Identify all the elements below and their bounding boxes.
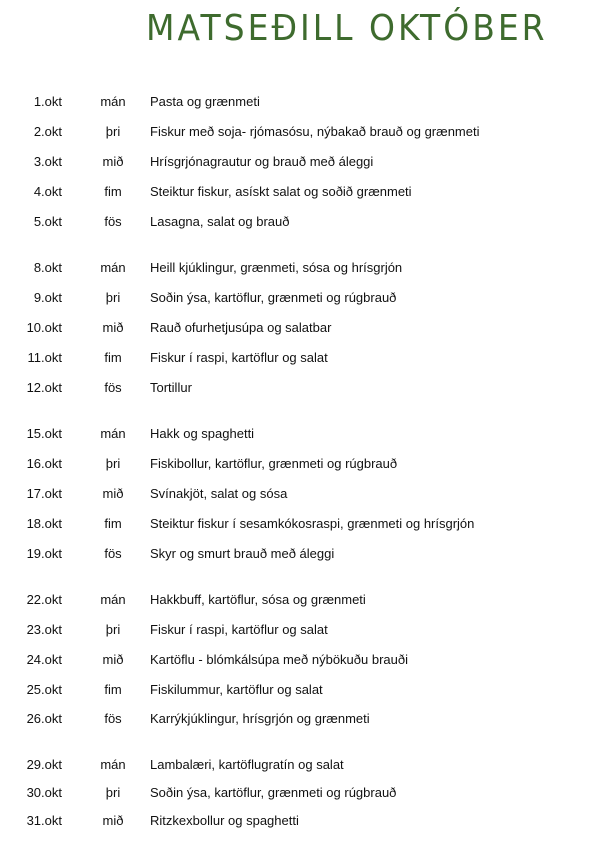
menu-dish: Steiktur fiskur, asískt salat og soðið grænmeti <box>150 184 412 199</box>
menu-day: fim <box>104 682 122 697</box>
menu-dish: Karrýkjúklingur, hrísgrjón og grænmeti <box>150 711 370 726</box>
page-title: MATSEÐILL OKTÓBER <box>146 6 548 49</box>
menu-day: þri <box>105 456 121 471</box>
menu-date: 22.okt <box>26 592 62 607</box>
menu-dish: Ritzkexbollur og spaghetti <box>150 813 299 828</box>
menu-date: 24.okt <box>26 652 62 667</box>
menu-dish: Tortillur <box>150 380 192 395</box>
menu-dish: Hrísgrjónagrautur og brauð með áleggi <box>150 154 374 169</box>
menu-row <box>0 318 593 338</box>
menu-dish: Skyr og smurt brauð með áleggi <box>150 546 335 561</box>
menu-row <box>0 620 593 640</box>
menu-day: mán <box>100 426 126 441</box>
menu-row <box>0 783 593 803</box>
menu-day: fös <box>104 214 122 229</box>
menu-date: 8.okt <box>33 260 62 275</box>
menu-row <box>0 514 593 534</box>
menu-row <box>0 92 593 112</box>
menu-row <box>0 258 593 278</box>
menu-row <box>0 709 593 729</box>
menu-row <box>0 288 593 308</box>
menu-dish: Soðin ýsa, kartöflur, grænmeti og rúgbrauð <box>150 785 397 800</box>
menu-date: 29.okt <box>26 757 62 772</box>
menu-row <box>0 348 593 368</box>
menu-day: fös <box>104 380 122 395</box>
menu-row <box>0 182 593 202</box>
menu-date: 25.okt <box>26 682 62 697</box>
menu-row <box>0 755 593 775</box>
menu-day: þri <box>105 622 121 637</box>
menu-day: mán <box>100 260 126 275</box>
menu-date: 18.okt <box>26 516 62 531</box>
menu-row <box>0 378 593 398</box>
menu-dish: Soðin ýsa, kartöflur, grænmeti og rúgbrauð <box>150 290 397 305</box>
menu-date: 17.okt <box>26 486 62 501</box>
menu-day: mið <box>102 652 124 667</box>
menu-row <box>0 212 593 232</box>
menu-date: 15.okt <box>26 426 62 441</box>
menu-day: mið <box>102 320 124 335</box>
menu-row <box>0 122 593 142</box>
menu-day: mán <box>100 94 126 109</box>
menu-date: 2.okt <box>33 124 62 139</box>
menu-date: 11.okt <box>27 350 62 365</box>
menu-row <box>0 590 593 610</box>
menu-row <box>0 454 593 474</box>
menu-date: 1.okt <box>33 94 62 109</box>
menu-dish: Lasagna, salat og brauð <box>150 214 290 229</box>
menu-day: fös <box>104 546 122 561</box>
menu-date: 10.okt <box>26 320 62 335</box>
menu-date: 12.okt <box>26 380 62 395</box>
menu-dish: Lambalæri, kartöflugratín og salat <box>150 757 344 772</box>
menu-day: fim <box>104 184 122 199</box>
menu-date: 5.okt <box>33 214 62 229</box>
menu-day: mán <box>100 592 126 607</box>
menu-row <box>0 544 593 564</box>
menu-dish: Hakkbuff, kartöflur, sósa og grænmeti <box>150 592 366 607</box>
menu-day: mán <box>100 757 126 772</box>
menu-dish: Fiskur með soja- rjómasósu, nýbakað brauð og grænmeti <box>150 124 480 139</box>
menu-date: 4.okt <box>33 184 62 199</box>
menu-date: 3.okt <box>33 154 62 169</box>
menu-day: þri <box>105 290 121 305</box>
menu-date: 26.okt <box>26 711 62 726</box>
menu-date: 30.okt <box>26 785 62 800</box>
menu-dish: Svínakjöt, salat og sósa <box>150 486 288 501</box>
menu-day: mið <box>102 154 124 169</box>
menu-row <box>0 152 593 172</box>
menu-row <box>0 680 593 700</box>
menu-date: 23.okt <box>26 622 62 637</box>
menu-day: fös <box>104 711 122 726</box>
menu-dish: Kartöflu - blómkálsúpa með nýbökuðu brauði <box>150 652 408 667</box>
menu-dish: Heill kjúklingur, grænmeti, sósa og hrísgrjón <box>150 260 403 275</box>
menu-dish: Fiskibollur, kartöflur, grænmeti og rúgbrauð <box>150 456 398 471</box>
menu-row <box>0 811 593 831</box>
menu-date: 31.okt <box>26 813 62 828</box>
menu-row <box>0 650 593 670</box>
menu-dish: Hakk og spaghetti <box>150 426 255 441</box>
menu-dish: Fiskur í raspi, kartöflur og salat <box>150 350 328 365</box>
menu-day: fim <box>104 350 122 365</box>
menu-dish: Rauð ofurhetjusúpa og salatbar <box>150 320 332 335</box>
menu-day: mið <box>102 813 124 828</box>
menu-day: þri <box>105 124 121 139</box>
menu-row <box>0 424 593 444</box>
menu-date: 19.okt <box>26 546 62 561</box>
menu-date: 16.okt <box>26 456 62 471</box>
menu-dish: Fiskur í raspi, kartöflur og salat <box>150 622 328 637</box>
menu-date: 9.okt <box>33 290 62 305</box>
menu-day: mið <box>102 486 124 501</box>
menu-row <box>0 484 593 504</box>
menu-dish: Pasta og grænmeti <box>150 94 260 109</box>
menu-day: þri <box>105 785 121 800</box>
menu-dish: Steiktur fiskur í sesamkókosraspi, grænmeti og hrísgrjón <box>150 516 475 531</box>
menu-dish: Fiskilummur, kartöflur og salat <box>150 682 323 697</box>
menu-day: fim <box>104 516 122 531</box>
